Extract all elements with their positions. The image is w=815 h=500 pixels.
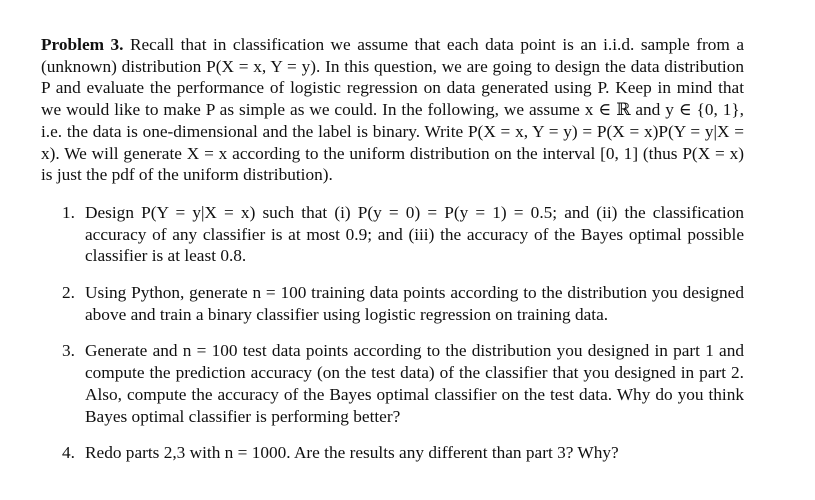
list-item-text: Redo parts 2,3 with n = 1000. Are the results any different than part 3? Why? xyxy=(85,443,619,463)
list-item-number: 3. xyxy=(62,341,75,361)
list-item-text: Design P(Y = y|X = x) such that (i) P(y = 0) = P(y = 1) = 0.5; and (ii) the classification accuracy of any classifier is at most 0.9; and (iii) the accuracy of the Bayes optimal possible classifier is at least 0.8. xyxy=(85,202,744,266)
list-item-number: 1. xyxy=(62,202,75,222)
problem-parts-list xyxy=(41,202,744,464)
list-item-text: Using Python, generate n = 100 training data points according to the distribution you designed above and train a binary classifier using logistic regression on training data. xyxy=(85,283,744,324)
list-item xyxy=(41,340,744,427)
problem-heading: Problem 3. xyxy=(41,35,124,54)
problem-document xyxy=(41,34,744,464)
problem-intro-text: Recall that in classification we assume that each data point is an i.i.d. sample from a (unknown) distribution P(X = x, Y = y). In this question, we are going to design the data distribution P and evaluate the performance of logistic regression on data generated using P. Keep in mind that we would like to make P as simple as we could. In the following, we assume x ∈ ℝ and y ∈ {0, 1}, i.e. the data is one-dimensional and the label is binary. Write P(X = x, Y = y) = P(X = x)P(Y = y|X = x). We will generate X = x according to the uniform distribution on the interval [0, 1] (thus P(X = x) is just the pdf of the uniform distribution). xyxy=(41,35,744,185)
list-item-text: Generate and n = 100 test data points according to the distribution you designed in part 1 and compute the prediction accuracy (on the test data) of the classifier that you designed in part 2. Also, compute the accuracy of the Bayes optimal classifier on the test data. Why do you think Bayes optimal classifier is performing better? xyxy=(85,341,744,426)
list-item xyxy=(41,202,744,267)
list-item-number: 4. xyxy=(62,443,75,463)
list-item xyxy=(41,442,744,464)
list-item-number: 2. xyxy=(62,283,75,303)
problem-intro-paragraph xyxy=(41,34,744,186)
list-item xyxy=(41,282,744,325)
